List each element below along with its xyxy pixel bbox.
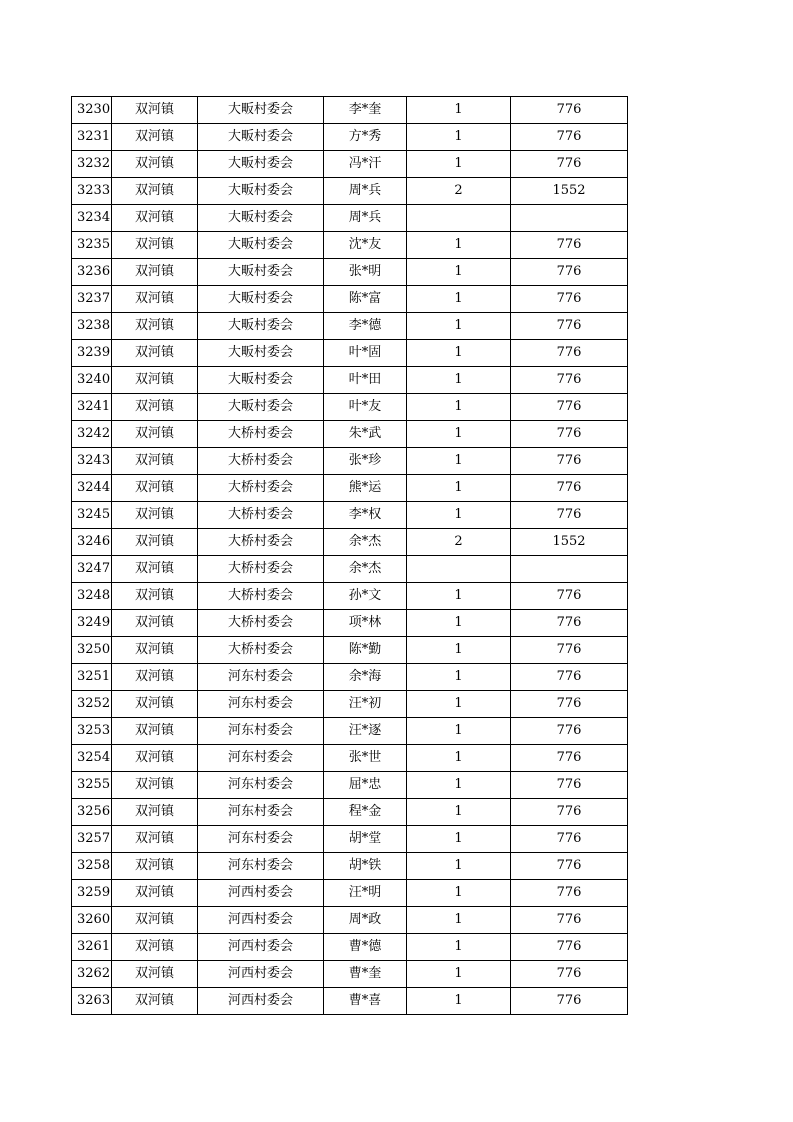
table-row [72,826,628,853]
cell-town: 双河镇 [112,475,198,502]
cell-village-committee: 大桥村委会 [198,421,324,448]
table-row [72,178,628,205]
cell-town: 双河镇 [112,583,198,610]
cell-count: 1 [407,151,511,178]
cell-person-name: 熊*运 [324,475,407,502]
cell-person-name: 叶*友 [324,394,407,421]
cell-serial-number: 3252 [72,691,112,718]
cell-serial-number: 3259 [72,880,112,907]
cell-person-name: 叶*固 [324,340,407,367]
cell-count: 1 [407,826,511,853]
cell-village-committee: 大畈村委会 [198,178,324,205]
table-row [72,583,628,610]
cell-person-name: 胡*堂 [324,826,407,853]
cell-village-committee: 河东村委会 [198,799,324,826]
cell-town: 双河镇 [112,151,198,178]
cell-amount: 776 [511,286,628,313]
cell-count: 1 [407,637,511,664]
cell-amount: 776 [511,934,628,961]
cell-town: 双河镇 [112,502,198,529]
cell-town: 双河镇 [112,529,198,556]
cell-amount: 776 [511,718,628,745]
cell-village-committee: 大畈村委会 [198,124,324,151]
cell-town: 双河镇 [112,421,198,448]
cell-person-name: 李*权 [324,502,407,529]
cell-person-name: 曹*奎 [324,961,407,988]
cell-amount: 776 [511,745,628,772]
cell-village-committee: 大畈村委会 [198,205,324,232]
cell-serial-number: 3262 [72,961,112,988]
table-row [72,529,628,556]
cell-count: 1 [407,961,511,988]
cell-person-name: 李*德 [324,313,407,340]
table-row [72,448,628,475]
cell-village-committee: 大畈村委会 [198,367,324,394]
cell-town: 双河镇 [112,394,198,421]
cell-count: 1 [407,259,511,286]
cell-serial-number: 3263 [72,988,112,1015]
cell-count: 1 [407,421,511,448]
cell-count: 2 [407,178,511,205]
table-row [72,880,628,907]
cell-amount: 776 [511,961,628,988]
cell-town: 双河镇 [112,205,198,232]
cell-amount: 776 [511,232,628,259]
cell-village-committee: 大畈村委会 [198,313,324,340]
cell-town: 双河镇 [112,691,198,718]
cell-serial-number: 3243 [72,448,112,475]
cell-amount: 776 [511,151,628,178]
cell-serial-number: 3235 [72,232,112,259]
cell-village-committee: 大畈村委会 [198,97,324,124]
table-row [72,313,628,340]
cell-person-name: 张*明 [324,259,407,286]
cell-amount: 776 [511,664,628,691]
table-row [72,232,628,259]
cell-serial-number: 3232 [72,151,112,178]
table-row [72,475,628,502]
cell-town: 双河镇 [112,259,198,286]
table-row [72,745,628,772]
cell-town: 双河镇 [112,610,198,637]
cell-village-committee: 河东村委会 [198,664,324,691]
cell-amount: 776 [511,637,628,664]
cell-serial-number: 3251 [72,664,112,691]
cell-village-committee: 大桥村委会 [198,556,324,583]
cell-serial-number: 3247 [72,556,112,583]
cell-serial-number: 3233 [72,178,112,205]
cell-count: 1 [407,745,511,772]
cell-village-committee: 河东村委会 [198,691,324,718]
cell-count [407,205,511,232]
table-row [72,907,628,934]
cell-serial-number: 3257 [72,826,112,853]
cell-serial-number: 3236 [72,259,112,286]
cell-serial-number: 3261 [72,934,112,961]
cell-count: 1 [407,124,511,151]
cell-village-committee: 河西村委会 [198,880,324,907]
cell-person-name: 汪*明 [324,880,407,907]
cell-serial-number: 3260 [72,907,112,934]
cell-count: 1 [407,286,511,313]
table-row [72,691,628,718]
cell-serial-number: 3248 [72,583,112,610]
table-row [72,799,628,826]
cell-person-name: 朱*武 [324,421,407,448]
cell-amount: 776 [511,502,628,529]
cell-serial-number: 3239 [72,340,112,367]
cell-amount: 776 [511,259,628,286]
roster-table [71,96,628,1015]
cell-person-name: 张*世 [324,745,407,772]
table-row [72,205,628,232]
cell-amount: 776 [511,610,628,637]
cell-amount: 776 [511,826,628,853]
cell-village-committee: 大桥村委会 [198,502,324,529]
cell-person-name: 陈*勤 [324,637,407,664]
cell-village-committee: 大畈村委会 [198,259,324,286]
cell-amount: 776 [511,583,628,610]
cell-count: 1 [407,97,511,124]
cell-village-committee: 大畈村委会 [198,394,324,421]
table-row [72,853,628,880]
cell-person-name: 余*杰 [324,556,407,583]
cell-town: 双河镇 [112,988,198,1015]
cell-count [407,556,511,583]
cell-count: 1 [407,691,511,718]
cell-town: 双河镇 [112,772,198,799]
cell-village-committee: 大桥村委会 [198,610,324,637]
cell-town: 双河镇 [112,880,198,907]
cell-amount [511,205,628,232]
cell-town: 双河镇 [112,718,198,745]
cell-town: 双河镇 [112,124,198,151]
table-row [72,718,628,745]
cell-count: 1 [407,394,511,421]
table-body [72,97,628,1015]
cell-count: 1 [407,880,511,907]
cell-serial-number: 3240 [72,367,112,394]
cell-person-name: 曹*德 [324,934,407,961]
cell-count: 1 [407,232,511,259]
cell-person-name: 周*兵 [324,178,407,205]
cell-person-name: 张*珍 [324,448,407,475]
cell-serial-number: 3249 [72,610,112,637]
cell-person-name: 程*金 [324,799,407,826]
cell-person-name: 冯*汗 [324,151,407,178]
cell-person-name: 方*秀 [324,124,407,151]
cell-village-committee: 河东村委会 [198,745,324,772]
cell-town: 双河镇 [112,313,198,340]
cell-town: 双河镇 [112,178,198,205]
cell-village-committee: 河西村委会 [198,961,324,988]
cell-town: 双河镇 [112,934,198,961]
cell-town: 双河镇 [112,340,198,367]
cell-serial-number: 3241 [72,394,112,421]
cell-amount: 776 [511,367,628,394]
table-row [72,556,628,583]
cell-amount: 776 [511,799,628,826]
cell-town: 双河镇 [112,637,198,664]
table-row [72,502,628,529]
table-row [72,340,628,367]
cell-town: 双河镇 [112,664,198,691]
cell-count: 1 [407,502,511,529]
cell-town: 双河镇 [112,367,198,394]
cell-town: 双河镇 [112,907,198,934]
table-row [72,772,628,799]
cell-serial-number: 3244 [72,475,112,502]
cell-village-committee: 河东村委会 [198,853,324,880]
cell-person-name: 叶*田 [324,367,407,394]
cell-person-name: 汪*初 [324,691,407,718]
cell-village-committee: 河东村委会 [198,826,324,853]
cell-town: 双河镇 [112,448,198,475]
cell-amount: 776 [511,907,628,934]
cell-count: 1 [407,340,511,367]
cell-town: 双河镇 [112,826,198,853]
cell-village-committee: 河西村委会 [198,934,324,961]
cell-village-committee: 河西村委会 [198,907,324,934]
cell-village-committee: 河东村委会 [198,718,324,745]
table-row [72,286,628,313]
cell-town: 双河镇 [112,799,198,826]
cell-amount [511,556,628,583]
cell-serial-number: 3245 [72,502,112,529]
table-row [72,637,628,664]
cell-count: 1 [407,475,511,502]
cell-village-committee: 大畈村委会 [198,232,324,259]
cell-village-committee: 大桥村委会 [198,583,324,610]
cell-person-name: 周*政 [324,907,407,934]
cell-serial-number: 3253 [72,718,112,745]
cell-count: 1 [407,907,511,934]
cell-count: 1 [407,664,511,691]
table-row [72,124,628,151]
cell-amount: 1552 [511,529,628,556]
cell-serial-number: 3256 [72,799,112,826]
cell-village-committee: 大桥村委会 [198,448,324,475]
cell-serial-number: 3237 [72,286,112,313]
table-row [72,421,628,448]
cell-amount: 776 [511,340,628,367]
cell-count: 2 [407,529,511,556]
cell-count: 1 [407,853,511,880]
cell-town: 双河镇 [112,853,198,880]
cell-town: 双河镇 [112,961,198,988]
cell-count: 1 [407,934,511,961]
cell-village-committee: 河东村委会 [198,772,324,799]
cell-serial-number: 3242 [72,421,112,448]
cell-person-name: 余*海 [324,664,407,691]
table-row [72,367,628,394]
cell-person-name: 孙*文 [324,583,407,610]
cell-count: 1 [407,313,511,340]
cell-amount: 776 [511,124,628,151]
cell-amount: 1552 [511,178,628,205]
cell-amount: 776 [511,691,628,718]
cell-village-committee: 大畈村委会 [198,286,324,313]
cell-amount: 776 [511,313,628,340]
cell-amount: 776 [511,475,628,502]
cell-person-name: 曹*喜 [324,988,407,1015]
cell-count: 1 [407,610,511,637]
table-row [72,97,628,124]
cell-count: 1 [407,718,511,745]
cell-town: 双河镇 [112,745,198,772]
table-row [72,934,628,961]
cell-person-name: 项*林 [324,610,407,637]
cell-serial-number: 3238 [72,313,112,340]
cell-count: 1 [407,799,511,826]
cell-amount: 776 [511,97,628,124]
table-row [72,664,628,691]
cell-amount: 776 [511,880,628,907]
cell-town: 双河镇 [112,232,198,259]
cell-village-committee: 大桥村委会 [198,475,324,502]
cell-serial-number: 3254 [72,745,112,772]
cell-count: 1 [407,583,511,610]
cell-serial-number: 3234 [72,205,112,232]
cell-person-name: 屈*忠 [324,772,407,799]
cell-village-committee: 大桥村委会 [198,529,324,556]
table-row [72,151,628,178]
cell-count: 1 [407,988,511,1015]
cell-amount: 776 [511,448,628,475]
cell-count: 1 [407,367,511,394]
cell-serial-number: 3246 [72,529,112,556]
cell-person-name: 胡*铁 [324,853,407,880]
cell-person-name: 汪*逐 [324,718,407,745]
cell-amount: 776 [511,421,628,448]
cell-town: 双河镇 [112,286,198,313]
cell-serial-number: 3255 [72,772,112,799]
cell-person-name: 李*奎 [324,97,407,124]
table-row [72,961,628,988]
cell-town: 双河镇 [112,556,198,583]
cell-amount: 776 [511,772,628,799]
cell-serial-number: 3231 [72,124,112,151]
cell-amount: 776 [511,988,628,1015]
table-row [72,394,628,421]
cell-amount: 776 [511,394,628,421]
cell-serial-number: 3250 [72,637,112,664]
cell-amount: 776 [511,853,628,880]
cell-village-committee: 大畈村委会 [198,340,324,367]
cell-village-committee: 大桥村委会 [198,637,324,664]
table-row [72,988,628,1015]
cell-person-name: 周*兵 [324,205,407,232]
cell-person-name: 沈*友 [324,232,407,259]
cell-town: 双河镇 [112,97,198,124]
table-row [72,610,628,637]
cell-village-committee: 大畈村委会 [198,151,324,178]
cell-village-committee: 河西村委会 [198,988,324,1015]
cell-count: 1 [407,448,511,475]
cell-person-name: 余*杰 [324,529,407,556]
table-row [72,259,628,286]
cell-serial-number: 3258 [72,853,112,880]
cell-serial-number: 3230 [72,97,112,124]
cell-person-name: 陈*富 [324,286,407,313]
cell-count: 1 [407,772,511,799]
